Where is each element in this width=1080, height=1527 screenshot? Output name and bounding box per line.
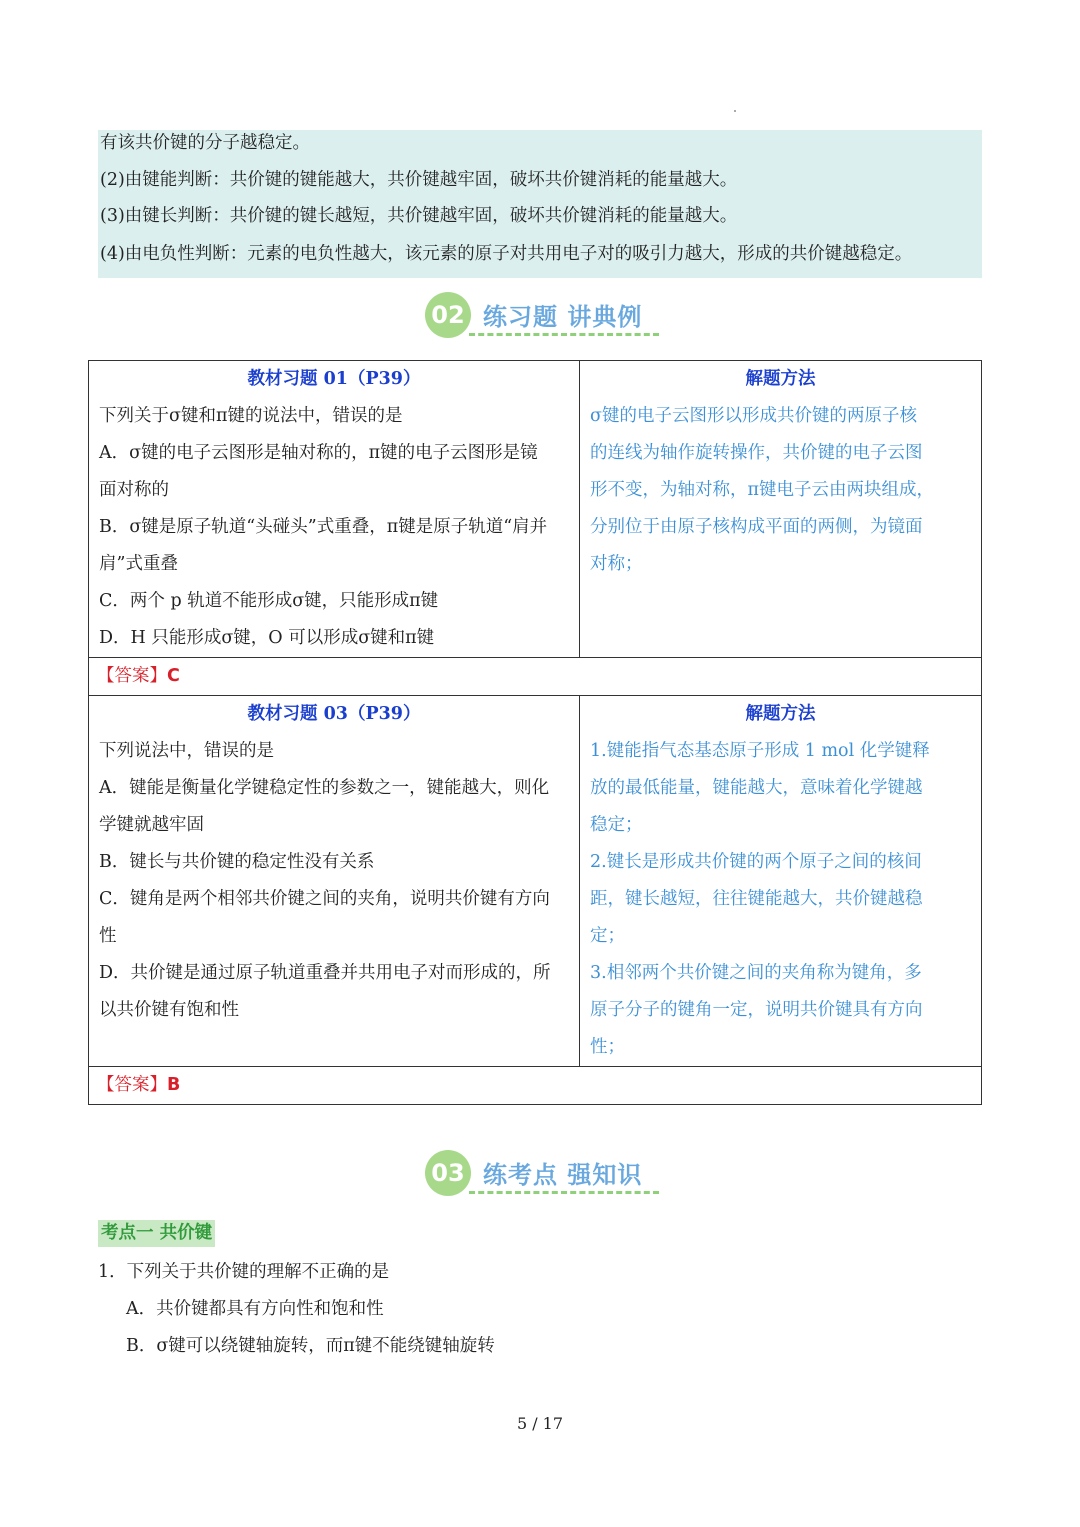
solution-line: 对称； [590,554,643,574]
summary-line: (4)由电负性判断：元素的电负性越大，该元素的原子对共用电子对的吸引力越大，形成的共价键越稳定。 [100,244,913,264]
question-line: C．键角是两个相邻共价键之间的夹角，说明共价键有方向 [99,889,550,909]
solution-line: 1.键能指气态基态原子形成 1 mol 化学键释 [590,741,930,761]
solution-line: 形不变，为轴对称，π键电子云由两块组成， [590,480,934,500]
answer-label: 【答案】 [97,666,167,686]
option-b: B．σ键可以绕键轴旋转，而π键不能绕键轴旋转 [126,1336,495,1356]
summary-line: (2)由键能判断：共价键的键能越大，共价键越牢固，破坏共价键消耗的能量越大。 [100,170,738,190]
section-title: 练考点 强知识 [483,1161,643,1189]
question-line: 下列关于σ键和π键的说法中，错误的是 [99,406,403,426]
section-number: 03 [425,1150,471,1196]
summary-line: (3)由键长判断：共价键的键长越短，共价键越牢固，破坏共价键消耗的能量越大。 [100,206,738,226]
example-table-1 [88,360,982,1105]
solution-line: σ键的电子云图形以形成共价键的两原子核 [590,406,917,426]
solution-line: 稳定； [590,815,643,835]
solution-header: 解题方法 [745,369,816,389]
question-line: 学键就越牢固 [99,815,204,835]
question-line: 以共价键有饱和性 [99,1000,239,1020]
solution-cell [580,361,982,658]
summary-line: 有该共价键的分子越稳定。 [100,133,310,153]
question-line: 面对称的 [99,480,169,500]
solution-cell [580,696,982,1067]
question-cell [89,361,580,658]
answer-value: B [167,1075,181,1095]
question-stem: 1．下列关于共价键的理解不正确的是 [98,1262,390,1282]
section-title: 练习题 讲典例 [483,303,643,331]
kaodian-label: 考点一 共价键 [98,1220,215,1247]
section-03-badge [425,1148,665,1198]
option-a: A．共价键都具有方向性和饱和性 [126,1299,384,1319]
solution-line: 分别位于由原子核构成平面的两侧，为镜面 [590,517,923,537]
question-line: 下列说法中，错误的是 [99,741,274,761]
question-line: B．键长与共价键的稳定性没有关系 [99,852,375,872]
question-line: A．键能是衡量化学键稳定性的参数之一，键能越大，则化 [99,778,550,798]
answer-row [89,658,982,696]
solution-line: 2.键长是形成共价键的两个原子之间的核间 [590,852,922,872]
question-line: C．两个 p 轨道不能形成σ键，只能形成π键 [99,591,439,611]
solution-line: 性； [590,1037,625,1057]
example-header: 教材习题 03（P39） [247,704,421,724]
answer-value: C [167,666,180,686]
dashed-underline [469,333,659,336]
question-line: 肩”式重叠 [99,554,178,574]
question-line: D．共价键是通过原子轨道重叠并共用电子对而形成的，所 [99,963,551,983]
solution-line: 定； [590,926,625,946]
solution-line: 3.相邻两个共价键之间的夹角称为键角，多 [590,963,922,983]
example-header: 教材习题 01（P39） [247,369,421,389]
scan-dot [734,110,736,112]
summary-box [98,130,982,278]
question-line: B．σ键是原子轨道“头碰头”式重叠，π键是原子轨道“肩并 [99,517,548,537]
question-line: D．H 只能形成σ键，O 可以形成σ键和π键 [99,628,435,648]
answer-row [89,1067,982,1105]
solution-line: 的连线为轴作旋转操作，共价键的电子云图 [590,443,923,463]
answer-label: 【答案】 [97,1075,167,1095]
question-cell [89,696,580,1067]
section-number: 02 [425,292,471,338]
page-number: 5 / 17 [516,1414,564,1433]
solution-line: 原子分子的键角一定，说明共价键具有方向 [590,1000,923,1020]
solution-line: 距，键长越短，往往键能越大，共价键越稳 [590,889,923,909]
question-line: 性 [99,926,117,946]
question-line: A．σ键的电子云图形是轴对称的，π键的电子云图形是镜 [99,443,538,463]
solution-header: 解题方法 [745,704,816,724]
dashed-underline [469,1191,659,1194]
section-02-badge [425,290,665,340]
solution-line: 放的最低能量，键能越大，意味着化学键越 [590,778,923,798]
